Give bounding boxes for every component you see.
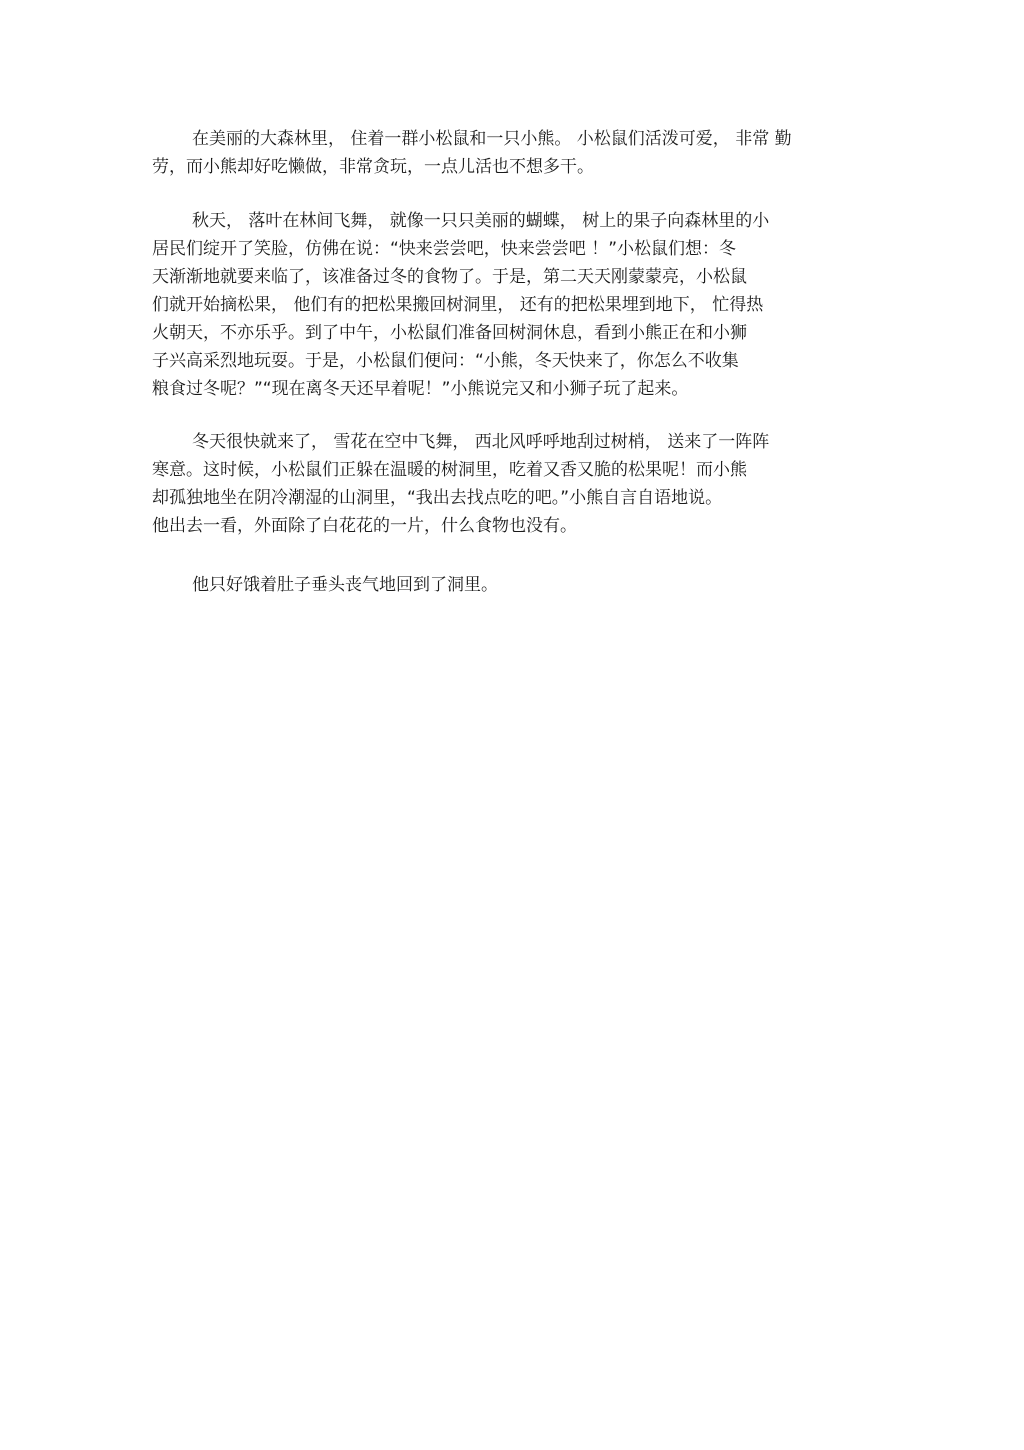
paragraph-2 [152,207,769,403]
text-line: 劳，而小熊却好吃懒做，非常贪玩，一点儿活也不想多干。 [152,157,594,177]
paragraph-3 [152,428,769,540]
text-line: 火朝天，不亦乐乎。到了中午，小松鼠们准备回树洞休息，看到小熊正在和小狮 [152,323,747,343]
text-line: 在美丽的大森林里， 住着一群小松鼠和一只小熊。 小松鼠们活泼可爱， 非常 勤 [192,129,792,149]
text-line: 秋天， 落叶在林间飞舞， 就像一只只美丽的蝴蝶， 树上的果子向森林里的小 [192,211,770,231]
text-line: 他出去一看，外面除了白花花的一片，什么食物也没有。 [152,516,577,536]
text-line: 却孤独地坐在阴冷潮湿的山洞里，“我出去找点吃的吧。”小熊自言自语地说。 [152,488,723,508]
text-line: 们就开始摘松果， 他们有的把松果搬回树洞里， 还有的把松果埋到地下， 忙得热 [152,295,764,315]
paragraph-4 [152,571,498,599]
text-line: 居民们绽开了笑脸，仿佛在说：“快来尝尝吧，快来尝尝吧 ！”小松鼠们想：冬 [152,239,737,259]
text-line: 他只好饿着肚子垂头丧气地回到了洞里。 [192,575,498,595]
text-line: 粮食过冬呢？”“现在离冬天还早着呢！”小熊说完又和小狮子玩了起来。 [152,379,689,399]
text-line: 子兴高采烈地玩耍。于是，小松鼠们便问：“小熊，冬天快来了，你怎么不收集 [152,351,739,371]
text-line: 冬天很快就来了， 雪花在空中飞舞， 西北风呼呼地刮过树梢， 送来了一阵阵 [192,432,770,452]
paragraph-1 [152,125,792,181]
text-line: 寒意。这时候，小松鼠们正躲在温暖的树洞里，吃着又香又脆的松果呢！而小熊 [152,460,747,480]
text-line: 天渐渐地就要来临了，该准备过冬的食物了。于是，第二天天刚蒙蒙亮，小松鼠 [152,267,747,287]
